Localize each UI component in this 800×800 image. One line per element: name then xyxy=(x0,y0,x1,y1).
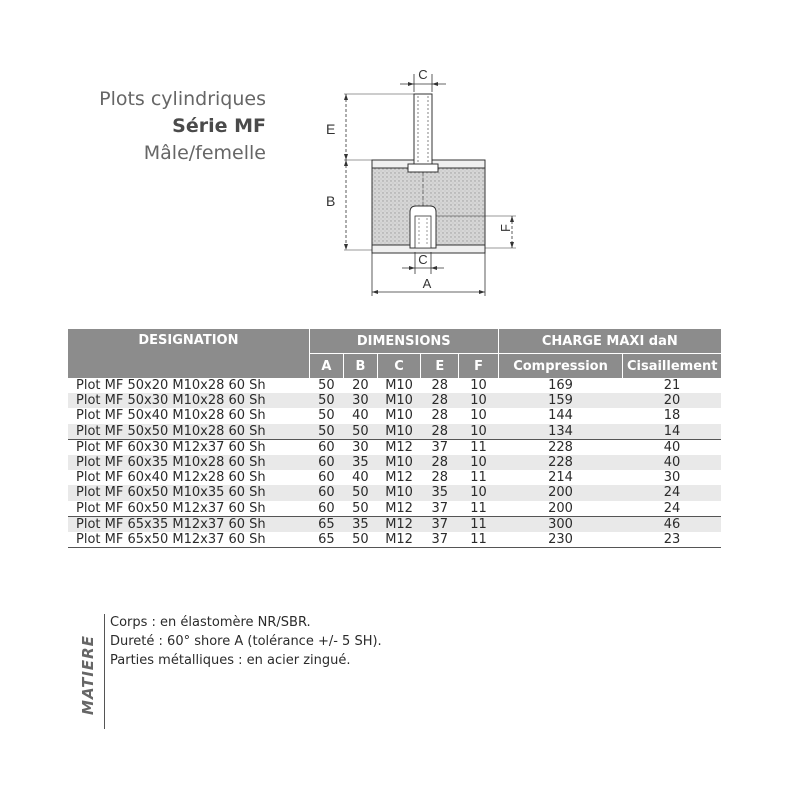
dim-label-e: E xyxy=(326,121,336,137)
table-group-header xyxy=(68,329,721,354)
cell-a: 60 xyxy=(309,501,343,517)
cell-a: 50 xyxy=(309,408,343,423)
dim-label-c-bottom: C xyxy=(418,252,428,267)
table-row xyxy=(68,439,721,455)
subheader-compression: Compression xyxy=(498,354,623,379)
cell-compression: 144 xyxy=(498,408,623,423)
cell-designation: Plot MF 65x50 M12x37 60 Sh xyxy=(68,532,309,548)
cell-compression: 300 xyxy=(498,516,623,532)
spec-table xyxy=(68,329,721,548)
matiere-note-parties: Parties métalliques : en acier zingué. xyxy=(110,653,351,668)
cell-compression: 169 xyxy=(498,378,623,393)
cell-e: 28 xyxy=(421,393,459,408)
cell-designation: Plot MF 60x30 M12x37 60 Sh xyxy=(68,439,309,455)
cell-designation: Plot MF 50x40 M10x28 60 Sh xyxy=(68,408,309,423)
matiere-notes xyxy=(110,613,382,670)
cell-cisaillement: 40 xyxy=(623,455,721,470)
subheader-a: A xyxy=(309,354,343,379)
cell-e: 37 xyxy=(421,439,459,455)
subheader-cisaillement: Cisaillement xyxy=(623,354,721,379)
subheader-c: C xyxy=(377,354,420,379)
cell-f: 10 xyxy=(459,378,498,393)
cell-cisaillement: 20 xyxy=(623,393,721,408)
table-row xyxy=(68,485,721,500)
cell-b: 50 xyxy=(343,485,377,500)
cell-b: 35 xyxy=(343,516,377,532)
cell-f: 10 xyxy=(459,455,498,470)
cell-compression: 134 xyxy=(498,424,623,440)
threaded-stud xyxy=(414,94,432,168)
cell-f: 10 xyxy=(459,393,498,408)
table-row xyxy=(68,532,721,548)
cell-a: 60 xyxy=(309,455,343,470)
cell-compression: 214 xyxy=(498,470,623,485)
cell-c: M12 xyxy=(377,470,420,485)
cell-b: 30 xyxy=(343,393,377,408)
cell-b: 50 xyxy=(343,424,377,440)
cell-compression: 228 xyxy=(498,439,623,455)
cell-f: 11 xyxy=(459,439,498,455)
cell-f: 10 xyxy=(459,485,498,500)
cell-c: M10 xyxy=(377,408,420,423)
title-line-3: Mâle/femelle xyxy=(143,142,266,164)
dim-label-a: A xyxy=(422,276,432,291)
cell-e: 35 xyxy=(421,485,459,500)
matiere-divider xyxy=(104,614,105,729)
cell-c: M10 xyxy=(377,393,420,408)
cell-b: 40 xyxy=(343,470,377,485)
cell-f: 11 xyxy=(459,470,498,485)
cell-compression: 200 xyxy=(498,501,623,517)
cell-c: M12 xyxy=(377,516,420,532)
dim-label-c-top: C xyxy=(418,67,428,82)
cell-b: 35 xyxy=(343,455,377,470)
cell-f: 11 xyxy=(459,532,498,548)
matiere-note-corps: Corps : en élastomère NR/SBR. xyxy=(110,615,311,630)
dim-label-f: F xyxy=(498,224,513,232)
cell-c: M12 xyxy=(377,439,420,455)
cell-compression: 230 xyxy=(498,532,623,548)
cell-cisaillement: 24 xyxy=(623,485,721,500)
title-line-1: Plots cylindriques xyxy=(99,88,266,110)
cell-e: 37 xyxy=(421,516,459,532)
cell-c: M10 xyxy=(377,485,420,500)
cell-designation: Plot MF 65x35 M12x37 60 Sh xyxy=(68,516,309,532)
cell-cisaillement: 24 xyxy=(623,501,721,517)
cell-a: 60 xyxy=(309,439,343,455)
subheader-f: F xyxy=(459,354,498,379)
cell-b: 50 xyxy=(343,501,377,517)
cell-designation: Plot MF 50x50 M10x28 60 Sh xyxy=(68,424,309,440)
table-row xyxy=(68,501,721,517)
cell-c: M10 xyxy=(377,455,420,470)
cell-f: 11 xyxy=(459,516,498,532)
title-block xyxy=(99,86,266,167)
matiere-note-durete: Dureté : 60° shore A (tolérance +/- 5 SH). xyxy=(110,634,382,649)
cell-a: 50 xyxy=(309,393,343,408)
cell-compression: 200 xyxy=(498,485,623,500)
cell-designation: Plot MF 60x35 M10x28 60 Sh xyxy=(68,455,309,470)
cell-cisaillement: 30 xyxy=(623,470,721,485)
dim-label-b: B xyxy=(326,193,336,209)
cell-designation: Plot MF 50x30 M10x28 60 Sh xyxy=(68,393,309,408)
cell-f: 11 xyxy=(459,501,498,517)
header-designation: DESIGNATION xyxy=(68,329,309,378)
table-row xyxy=(68,455,721,470)
cell-cisaillement: 40 xyxy=(623,439,721,455)
cell-c: M12 xyxy=(377,501,420,517)
header-charge: CHARGE MAXI daN xyxy=(498,329,721,354)
cell-e: 28 xyxy=(421,424,459,440)
subheader-b: B xyxy=(343,354,377,379)
cell-f: 10 xyxy=(459,408,498,423)
subheader-e: E xyxy=(421,354,459,379)
cell-e: 28 xyxy=(421,455,459,470)
cell-designation: Plot MF 60x50 M12x37 60 Sh xyxy=(68,501,309,517)
title-line-2: Série MF xyxy=(172,115,266,137)
matiere-label-text: MATIERE xyxy=(79,635,97,715)
cell-cisaillement: 21 xyxy=(623,378,721,393)
cell-designation: Plot MF 60x40 M12x28 60 Sh xyxy=(68,470,309,485)
cell-a: 65 xyxy=(309,516,343,532)
cell-e: 37 xyxy=(421,532,459,548)
cell-e: 37 xyxy=(421,501,459,517)
matiere-label xyxy=(73,620,103,730)
table-row xyxy=(68,393,721,408)
cell-b: 40 xyxy=(343,408,377,423)
cell-cisaillement: 18 xyxy=(623,408,721,423)
table-body xyxy=(68,378,721,548)
table-row xyxy=(68,470,721,485)
technical-drawing xyxy=(310,60,530,300)
cell-e: 28 xyxy=(421,470,459,485)
table-row xyxy=(68,378,721,393)
cell-f: 10 xyxy=(459,424,498,440)
cell-cisaillement: 23 xyxy=(623,532,721,548)
cell-designation: Plot MF 60x50 M10x35 60 Sh xyxy=(68,485,309,500)
cell-b: 20 xyxy=(343,378,377,393)
cell-c: M10 xyxy=(377,424,420,440)
cell-cisaillement: 46 xyxy=(623,516,721,532)
cell-b: 50 xyxy=(343,532,377,548)
table-row xyxy=(68,424,721,440)
cell-designation: Plot MF 50x20 M10x28 60 Sh xyxy=(68,378,309,393)
cell-a: 50 xyxy=(309,424,343,440)
table-row xyxy=(68,516,721,532)
table-row xyxy=(68,408,721,423)
cell-compression: 159 xyxy=(498,393,623,408)
cell-compression: 228 xyxy=(498,455,623,470)
cell-b: 30 xyxy=(343,439,377,455)
cell-cisaillement: 14 xyxy=(623,424,721,440)
cell-a: 60 xyxy=(309,485,343,500)
cell-e: 28 xyxy=(421,408,459,423)
cell-a: 50 xyxy=(309,378,343,393)
cell-a: 65 xyxy=(309,532,343,548)
cell-c: M12 xyxy=(377,532,420,548)
header-dimensions: DIMENSIONS xyxy=(309,329,498,354)
cell-a: 60 xyxy=(309,470,343,485)
cell-c: M10 xyxy=(377,378,420,393)
cell-e: 28 xyxy=(421,378,459,393)
